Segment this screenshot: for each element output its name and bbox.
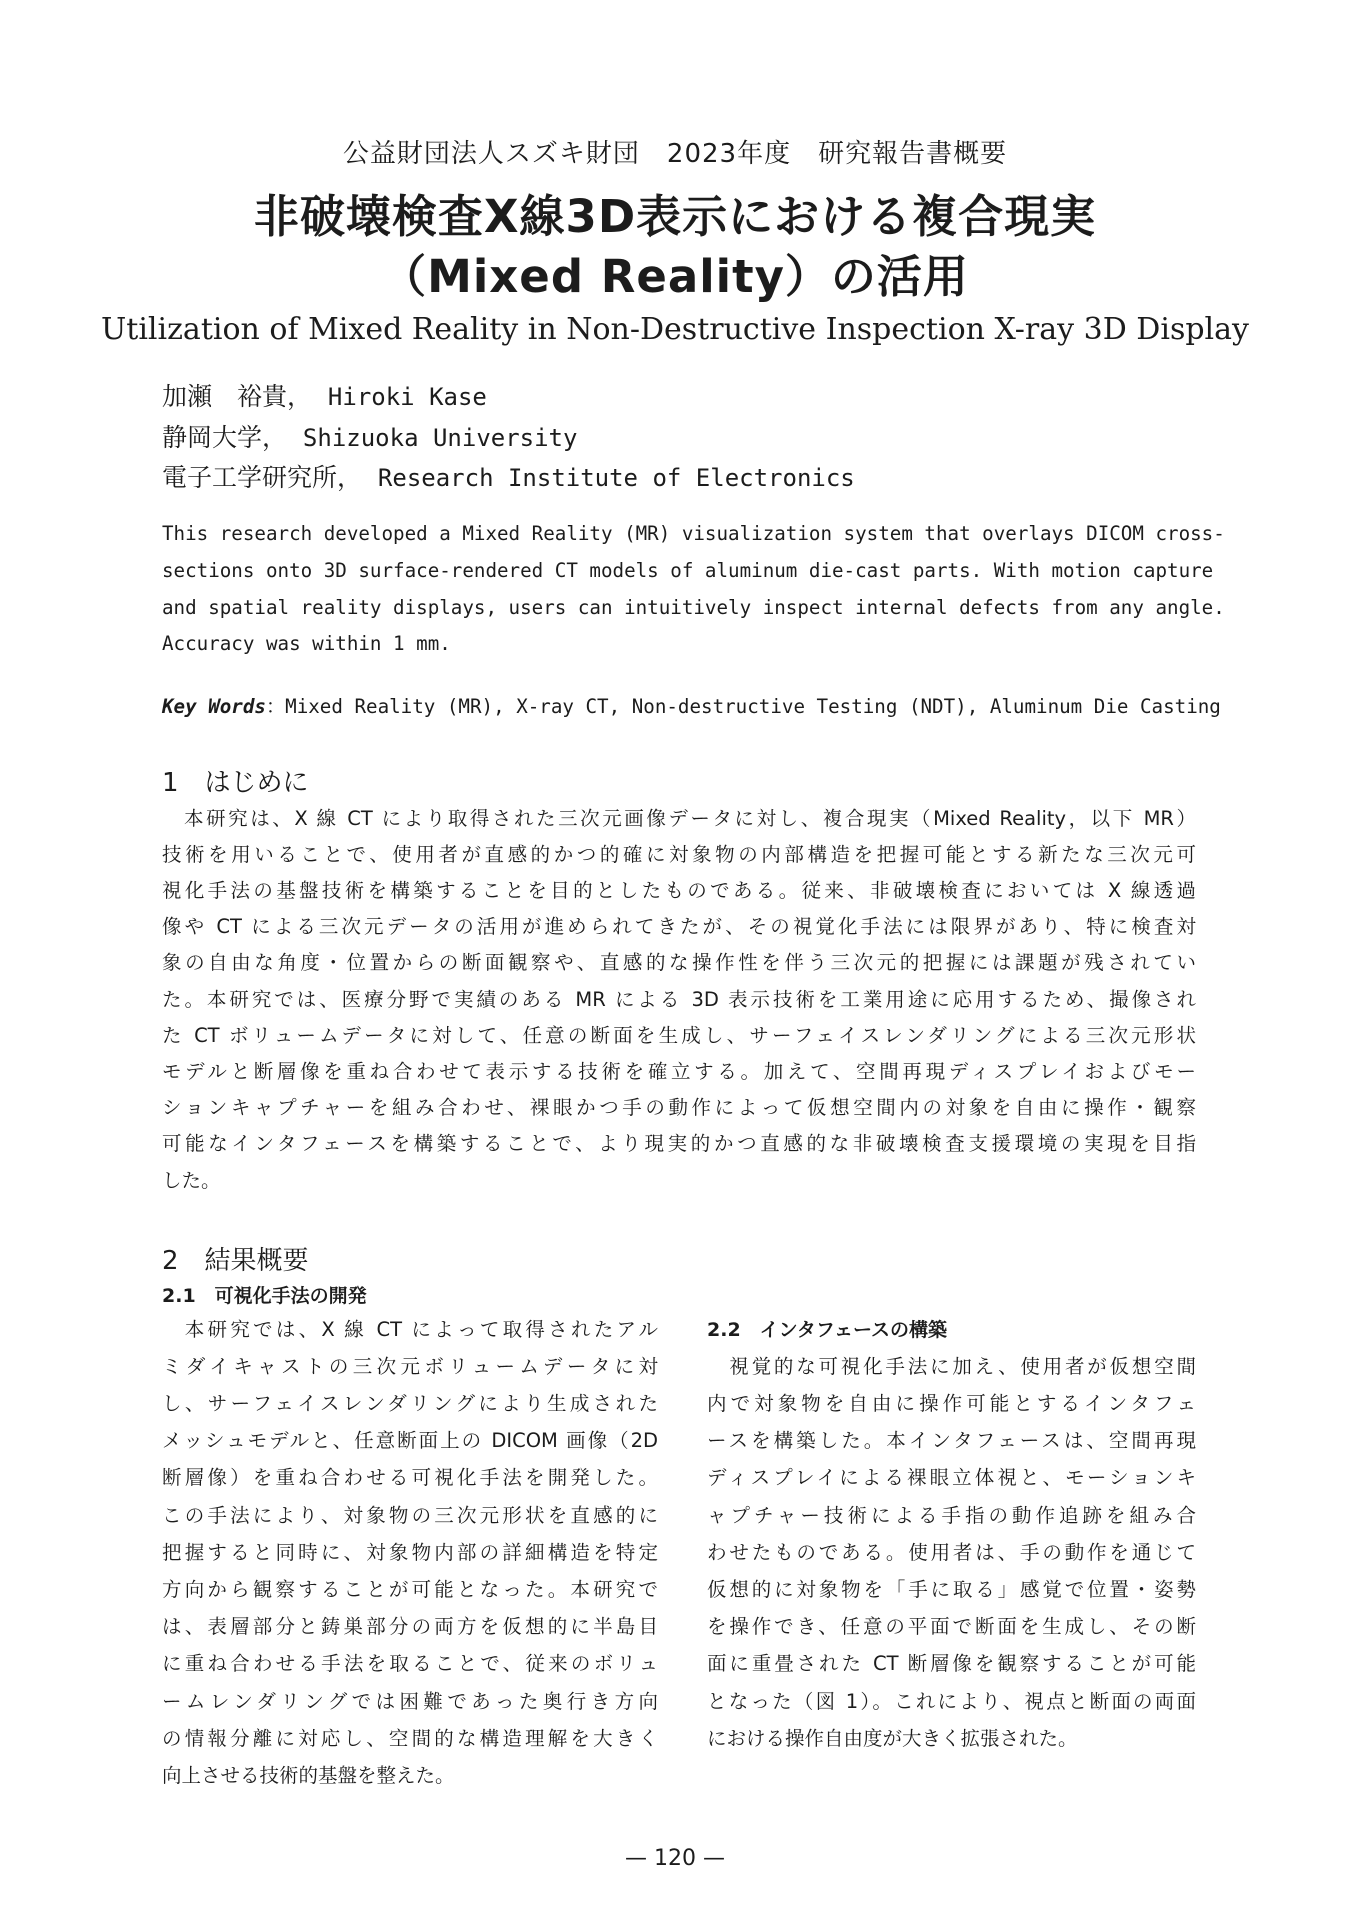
subsection-2-1-line: この手法により、対象物の三次元形状を直感的に: [162, 1504, 658, 1527]
affiliation-line-2: [162, 458, 855, 494]
subsection-2-1-line: 本研究では、X 線 CT によって取得されたアル: [162, 1318, 658, 1341]
subsection-2-1-line: ームレンダリングでは困難であった奥行き方向: [162, 1690, 658, 1713]
section-1-line: ションキャプチャーを組み合わせ、裸眼かつ手の動作によって仮想空間内の対象を自由に操作・観察: [162, 1096, 1196, 1119]
abstract-line: This research developed a Mixed Reality (MR) visualization system that overlays DICOM cross-: [162, 522, 1225, 545]
section-1-line: した。: [162, 1169, 221, 1192]
subsection-2-2-line: わせたものである。使用者は、手の動作を通じて: [707, 1541, 1196, 1564]
section-1-line: 技術を用いることで、使用者が直感的かつ的確に対象物の内部構造を把握可能とする新たな三次元可: [162, 843, 1196, 866]
subsection-2-2-line: 内で対象物を自由に操作可能とするインタフェ: [707, 1392, 1196, 1415]
subsection-2-1-line: の情報分離に対応し、空間的な構造理解を大きく: [162, 1727, 658, 1750]
subsection-2-1-line: に重ね合わせる手法を取ることで、従来のボリュ: [162, 1652, 658, 1675]
section-2-heading: 2 結果概要: [162, 1246, 309, 1276]
subsection-2-2-line: ディスプレイによる裸眼立体視と、モーションキ: [707, 1466, 1196, 1489]
section-1-line: 本研究は、X 線 CT により取得された三次元画像データに対し、複合現実（Mixed Reality，以下 MR）: [162, 807, 1196, 830]
title-line-2: （Mixed Reality）の活用: [381, 250, 969, 303]
subsection-2-1-line: 向上させる技術的基盤を整えた。: [162, 1764, 455, 1787]
author-name-jp: 加瀬 裕貴，: [162, 382, 313, 411]
affiliation-1-jp: 静岡大学，: [162, 423, 288, 452]
subsection-2-1-line: し、サーフェイスレンダリングにより生成された: [162, 1392, 658, 1415]
subsection-2-2-line: を操作でき、任意の平面で断面を生成し、その断: [707, 1615, 1196, 1638]
subsection-2-2-line: 視覚的な可視化手法に加え、使用者が仮想空間: [707, 1355, 1196, 1378]
affiliation-line-1: [162, 418, 577, 454]
keywords-label: Key Words: [162, 695, 266, 718]
subsection-2-1-line: は、表層部分と鋳巣部分の両方を仮想的に半島目: [162, 1615, 658, 1638]
subsection-2-2-line: 仮想的に対象物を「手に取る」感覚で位置・姿勢: [707, 1578, 1196, 1601]
english-title: Utilization of Mixed Reality in Non-Destructive Inspection X-ray 3D Display: [101, 312, 1249, 347]
section-1-line: た CT ボリュームデータに対して、任意の断面を生成し、サーフェイスレンダリングによる三次元形状: [162, 1024, 1196, 1047]
page-number: — 120 —: [625, 1846, 725, 1871]
subsection-2-2-line: ャプチャー技術による手指の動作追跡を組み合: [707, 1504, 1196, 1527]
keywords: [162, 692, 1221, 719]
abstract-line: Accuracy was within 1 mm.: [162, 632, 451, 655]
subsection-2-2-line: となった（図 1）。これにより、視点と断面の両面: [707, 1690, 1196, 1713]
section-1-line: 可能なインタフェースを構築することで、より現実的かつ直感的な非破壊検査支援環境の実現を目指: [162, 1132, 1196, 1155]
subsection-2-1-line: 断層像）を重ね合わせる可視化手法を開発した。: [162, 1466, 658, 1489]
affiliation-2-jp: 電子工学研究所，: [162, 463, 363, 492]
subsection-2-1-line: 方向から観察することが可能となった。本研究で: [162, 1578, 658, 1601]
author-line: [162, 377, 487, 413]
subsection-2-1-line: ミダイキャストの三次元ボリュームデータに対: [162, 1355, 658, 1378]
report-header: 公益財団法人スズキ財団 2023年度 研究報告書概要: [342, 139, 1008, 169]
section-1-line: モデルと断層像を重ね合わせて表示する技術を確立する。加えて、空間再現ディスプレイおよびモー: [162, 1060, 1196, 1083]
section-1-heading: 1 はじめに: [162, 768, 309, 798]
title-line-1: 非破壊検査X線3D表示における複合現実: [253, 190, 1097, 243]
affiliation-2-en: Research Institute of Electronics: [377, 464, 855, 492]
subsection-2-2-line: 面に重畳された CT 断層像を観察することが可能: [707, 1652, 1196, 1675]
author-name-en: Hiroki Kase: [327, 383, 487, 411]
keywords-list: ：Mixed Reality (MR), X-ray CT, Non-destructive Testing (NDT), Aluminum Die Casting: [265, 695, 1221, 718]
abstract-line: sections onto 3D surface-rendered CT models of aluminum die-cast parts. With motion capture: [162, 559, 1214, 582]
subsection-2-2-heading: 2.2 インタフェースの構築: [707, 1319, 947, 1341]
subsection-2-1-heading: 2.1 可視化手法の開発: [162, 1285, 367, 1307]
section-1-line: 視化手法の基盤技術を構築することを目的としたものである。従来、非破壊検査においては X 線透過: [162, 879, 1196, 902]
section-1-line: た。本研究では、医療分野で実績のある MR による 3D 表示技術を工業用途に応用するため、撮像され: [162, 988, 1196, 1011]
subsection-2-1-line: 把握すると同時に、対象物内部の詳細構造を特定: [162, 1541, 658, 1564]
subsection-2-1-line: メッシュモデルと、任意断面上の DICOM 画像（2D: [162, 1429, 658, 1452]
subsection-2-2-line: ースを構築した。本インタフェースは、空間再現: [707, 1429, 1196, 1452]
subsection-2-2-line: における操作自由度が大きく拡張された。: [707, 1727, 1078, 1750]
abstract-line: and spatial reality displays, users can intuitively inspect internal defects from any angle.: [162, 596, 1225, 619]
section-1-line: 象の自由な角度・位置からの断面観察や、直感的な操作性を伴う三次元的把握には課題が残されてい: [162, 951, 1196, 974]
section-1-line: 像や CT による三次元データの活用が進められてきたが、その視覚化手法には限界があり、特に検査対: [162, 915, 1196, 938]
affiliation-1-en: Shizuoka University: [302, 424, 578, 452]
